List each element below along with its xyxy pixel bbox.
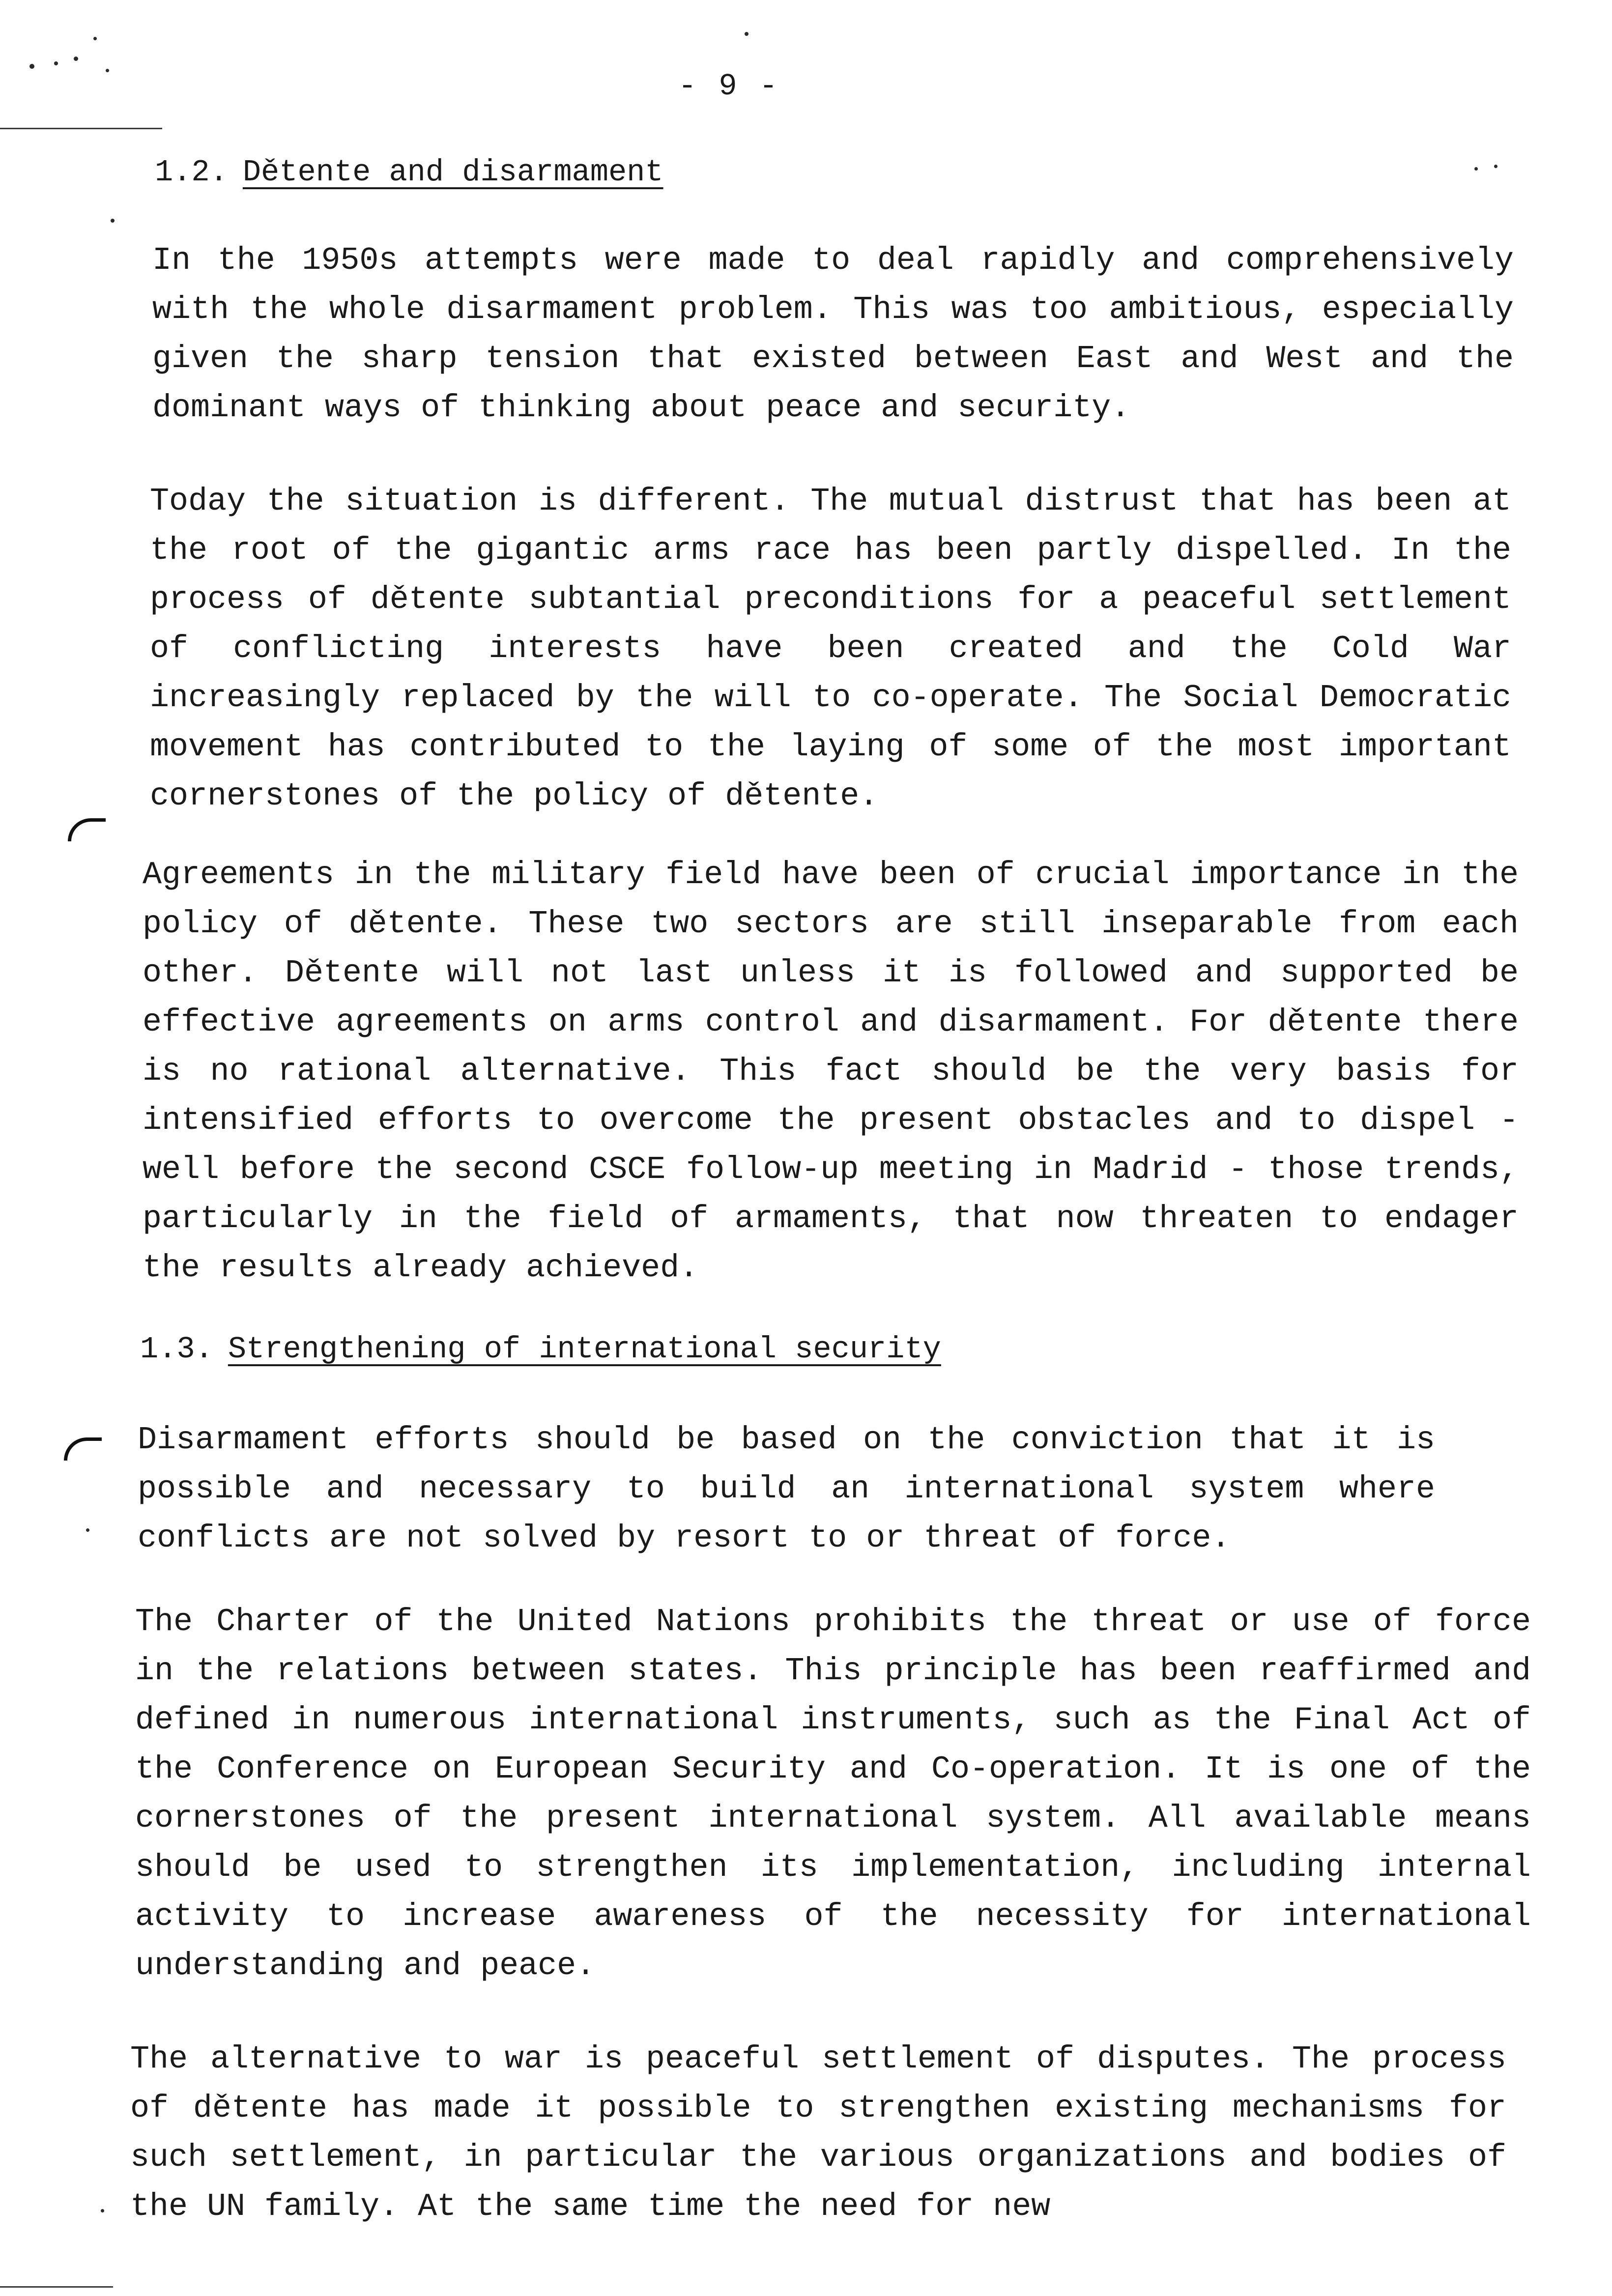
scan-rule [0, 2286, 113, 2288]
scan-speck [93, 37, 97, 40]
margin-bracket-mark [68, 818, 106, 841]
paragraph: The alternative to war is peaceful settlement of disputes. The process of dětente has made it possible to strengthen existing mechanisms for such settlement, in particular the various organizations and bodies of the UN family. At the same time the need for new [130, 2041, 1506, 2225]
margin-bracket-mark [64, 1437, 102, 1461]
section-title: Strengthening of international security [228, 1332, 941, 1367]
scan-speck [74, 57, 78, 61]
scan-speck [101, 2209, 104, 2212]
scan-speck [1494, 165, 1497, 168]
paragraph: The Charter of the United Nations prohibits the threat or use of force in the relations between states. This principle has been reaffirmed and defined in numerous international instruments, such as the Final Act of the Conference on European Security and Co-operation. It is one of the cornerstones of the present international system. All available means should be used to strengthen its implementation, including internal activity to increase awareness of the necessity for international understanding and peace. [135, 1604, 1531, 1984]
paragraph: In the 1950s attempts were made to deal rapidly and comprehensively with the whole disarmament problem. This was too ambitious, especially given the sharp tension that existed between East and West and the dominant ways of thinking about peace and security. [152, 242, 1514, 426]
section-title: Dětente and disarmament [242, 155, 663, 190]
paragraph: Agreements in the military field have been of crucial importance in the policy of dětente. These two sectors are still inseparable from each other. Dětente will not last unless it is followed and supported be effective agreements on arms control and disarmament. For dětente there is no rational alternative. This fact should be the very basis for intensified efforts to overcome the present obstacles and to dispel - well before the second CSCE follow-up meeting in Madrid - those trends, particularly in the field of armaments, that now threaten to endager the results already achieved. [143, 857, 1519, 1286]
section-number: 1.2. [155, 155, 228, 190]
scan-speck [745, 32, 748, 36]
section-number: 1.3. [140, 1332, 213, 1367]
paragraph: Today the situation is different. The mutual distrust that has been at the root of the gigantic arms race has been partly dispelled. In the process of dětente subtantial preconditions for a peaceful settlement of conflicting interests have been created and the Cold War increasingly replaced by the will to co-operate. The Social Democratic movement has contributed to the laying of some of the most important cornerstones of the policy of dětente. [150, 483, 1511, 814]
scan-speck [1474, 167, 1478, 171]
scan-rule [0, 128, 162, 129]
page-number: - 9 - [678, 69, 780, 104]
scan-speck [54, 61, 58, 65]
scan-speck [86, 1528, 89, 1532]
paragraph: Disarmament efforts should be based on the conviction that it is possible and necessary to build an international system where conflicts are not solved by resort to or threat of force. [138, 1422, 1435, 1556]
scan-speck [29, 64, 34, 69]
section-heading-1-2 [155, 155, 663, 190]
scan-speck [111, 219, 115, 223]
scan-speck [106, 69, 109, 72]
section-heading-1-3 [140, 1332, 941, 1367]
